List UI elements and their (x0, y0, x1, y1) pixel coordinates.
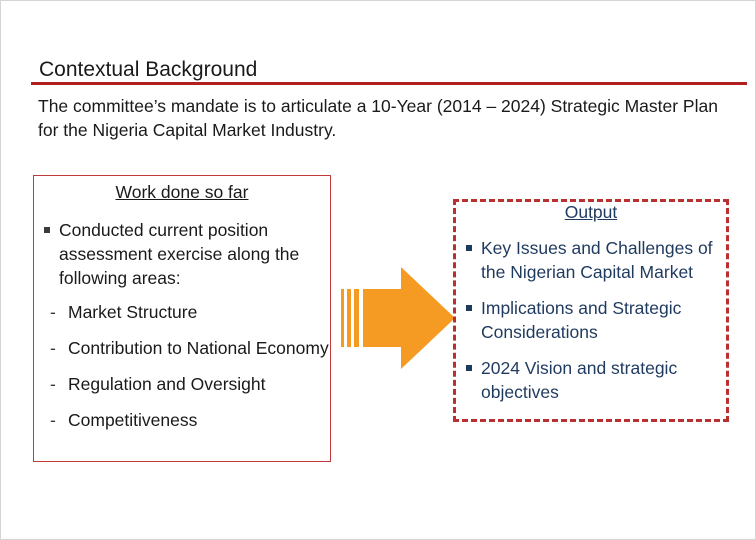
dash-marker: - (50, 302, 56, 322)
dash-marker: - (50, 374, 56, 394)
list-item (44, 372, 329, 396)
work-main-bullet (44, 218, 324, 290)
right-arrow-icon (341, 267, 457, 369)
list-item (44, 336, 329, 360)
square-bullet-icon (466, 305, 472, 311)
output-box (453, 199, 729, 422)
square-bullet-icon (466, 365, 472, 371)
output-item-text: Implications and Strategic Considerations (481, 298, 682, 342)
output-item-text: Key Issues and Challenges of the Nigerian Capital Market (481, 238, 713, 282)
area-label: Regulation and Oversight (68, 374, 266, 394)
list-item (466, 236, 734, 284)
list-item (466, 296, 734, 344)
work-main-bullet-text: Conducted current position assessment exercise along the following areas: (59, 220, 300, 288)
title-divider (31, 82, 747, 85)
list-item (44, 300, 329, 324)
square-bullet-icon (44, 227, 50, 233)
area-label: Contribution to National Economy (68, 338, 329, 358)
dash-marker: - (50, 410, 56, 430)
square-bullet-icon (466, 245, 472, 251)
work-done-heading: Work done so far (115, 182, 249, 202)
work-done-box (33, 175, 331, 462)
intro-text: The committee’s mandate is to articulate a 10-Year (2014 – 2024) Strategic Master Plan for the Nigeria Capital Market Industry. (38, 96, 718, 140)
list-item (44, 408, 329, 432)
output-list (466, 236, 734, 416)
slide-title: Contextual Background (39, 58, 258, 81)
output-item-text: 2024 Vision and strategic objectives (481, 358, 678, 402)
area-label: Competitiveness (68, 410, 198, 430)
output-heading: Output (564, 202, 618, 222)
dash-marker: - (50, 338, 56, 358)
list-item (466, 356, 734, 404)
area-label: Market Structure (68, 302, 198, 322)
assessment-areas-list (44, 300, 329, 444)
